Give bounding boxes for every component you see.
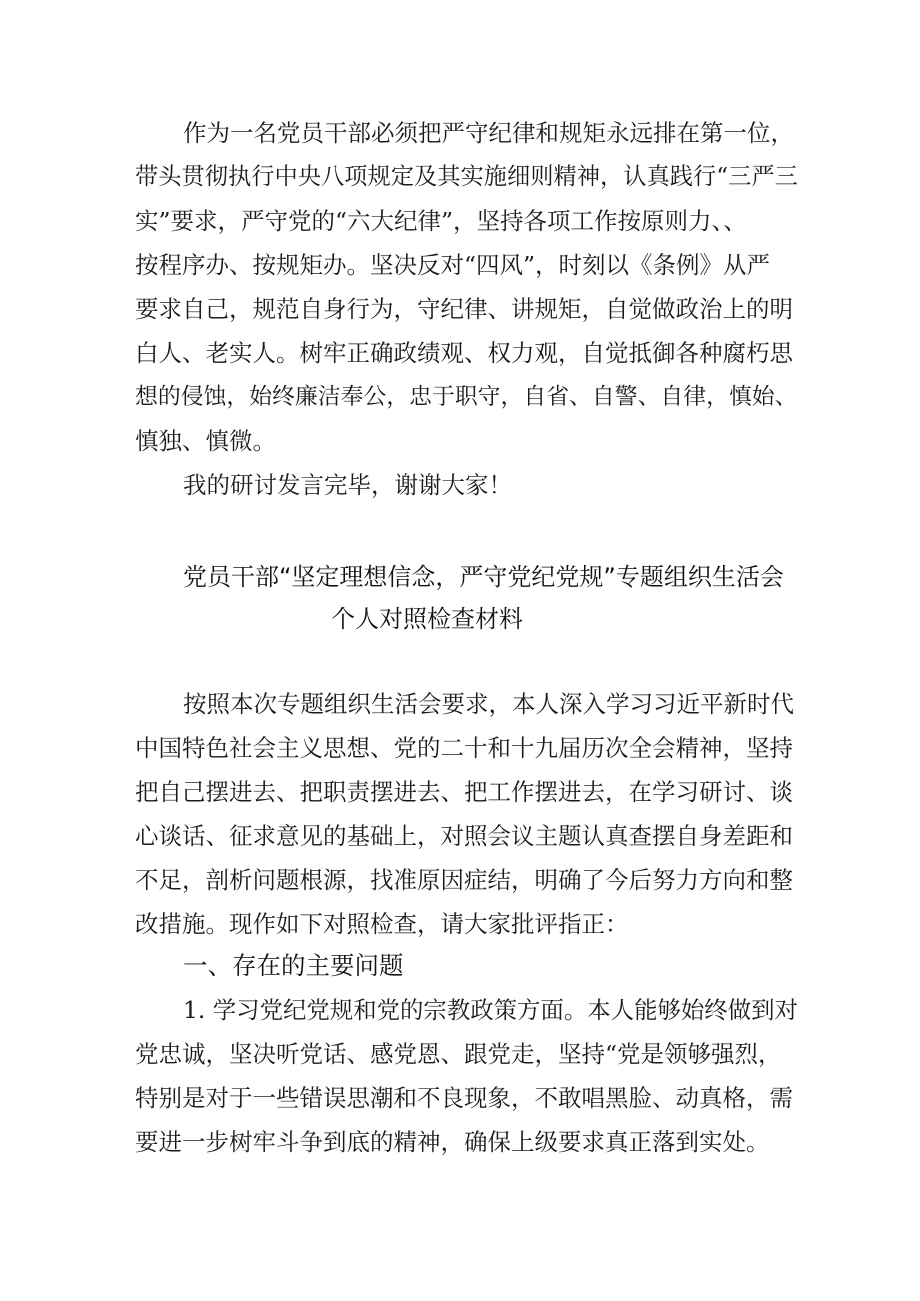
paragraph-line: 要求自己，规范自身行为，守纪律、讲规矩，自觉做政治上的明 bbox=[135, 295, 793, 323]
paragraph-line: 按照本次专题组织生活会要求，本人深入学习习近平新时代 bbox=[183, 690, 794, 718]
paragraph-line: 带头贯彻执行中央八项规定及其实施细则精神，认真践行“三严三 bbox=[135, 163, 798, 190]
paragraph-line: 慎独、慎微。 bbox=[135, 427, 276, 455]
paragraph-line: 把自己摆进去、把职责摆进去、把工作摆进去，在学习研讨、谈 bbox=[135, 778, 793, 806]
paragraph-line: 中国特色社会主义思想、党的二十和十九届历次全会精神，坚持 bbox=[135, 734, 793, 762]
paragraph-line: 作为一名党员干部必须把严守纪律和规矩永远排在第一位， bbox=[183, 119, 794, 147]
paragraph-line: 要进一步树牢斗争到底的精神，确保上级要求真正落到实处。 bbox=[135, 1128, 770, 1156]
paragraph-line: 想的侵蚀，始终廉洁奉公，忠于职守，自省、自警、自律，慎始、 bbox=[135, 384, 798, 410]
paragraph-line: 白人、老实人。树牢正确政绩观、权力观，自觉抵御各种腐朽思 bbox=[135, 339, 793, 367]
paragraph-line: 特别是对于一些错误思潮和不良现象，不敢唱黑脸、动真格，需 bbox=[135, 1084, 793, 1112]
paragraph-line: 改措施。现作如下对照检查，请大家批评指正： bbox=[135, 910, 629, 938]
document-title-line1: 党员干部“坚定理想信念，严守党纪党规”专题组织生活会 bbox=[183, 563, 784, 591]
paragraph-line: 实”要求，严守党的“六大纪律”，坚持各项工作按原则力、、 bbox=[135, 207, 747, 235]
document-title-line2: 个人对照检查材料 bbox=[331, 605, 523, 633]
paragraph-line: 不足，剖析问题根源，找准原因症结，明确了今后努力方向和整 bbox=[135, 866, 793, 894]
paragraph-line: 按程序办、按规矩办。坚决反对“四风”，时刻以《条例》从严 bbox=[135, 251, 771, 279]
closing-line: 我的研讨发言完毕，谢谢大家！ bbox=[183, 471, 512, 499]
paragraph-line: 心谈话、征求意见的基础上，对照会议主题认真查摆自身差距和 bbox=[135, 822, 793, 850]
section-heading: 一、存在的主要问题 bbox=[183, 951, 404, 980]
paragraph-line: 1. 学习党纪党规和党的宗教政策方面。本人能够始终做到对 bbox=[183, 996, 798, 1024]
paragraph-line: 党忠诚，坚决听党话、感党恩、跟党走，坚持“党是领够强烈， bbox=[135, 1040, 782, 1068]
